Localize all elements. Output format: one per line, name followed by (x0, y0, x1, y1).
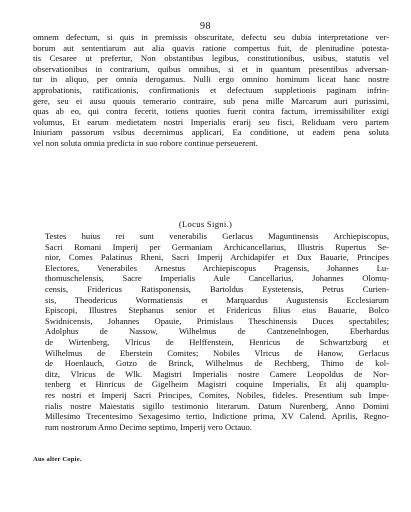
text-line: observationibus in contrarium, quibus omnibus, si et in quantum presentibus adversan- (33, 63, 389, 74)
text-line: borum aut sententiarum aut alia quavis ratione compertus fuit, de plenitudine potesta- (33, 42, 389, 53)
paragraph-witnesses (33, 231, 389, 432)
source-note: Aus alter Copie. (33, 456, 82, 463)
text-line: Wilhelmus de Eberstein Comites; Nobiles Vlricus de Hanow, Gerlacus (45, 347, 389, 358)
text-line: omnem defectum, si quis in premissis obscuritate, defectu seu dubia interpretatione ver- (33, 32, 389, 42)
seal-label: (Locus Signi.) (178, 219, 233, 229)
text-line: tenberg et Hinricus de Gigelheim Magistri coquine Imperialis, Et alij quamplu- (45, 379, 389, 390)
text-line: Episcopi, Illustres Stephanus senior et Fridericus filius eius Bauarie, Bolco (45, 305, 389, 316)
text-line: Iniuriam passorum vsibus decernimus applicari, Ea conditione, ut eadem pena soluta (33, 127, 389, 138)
text-line: gere, seu ei ausu quouis temerario contraire, sub pena mille Marcarum auri purissimi, (33, 95, 389, 106)
text-line: Swidnicensis, Johannes Opauie, Primislaus Theschinensis Duces spectabiles; (45, 315, 389, 326)
text-line: Millesimo Trecentesimo Sexagesimo tertio, Indictione prima, XV Calend. Aprilis, Regno- (45, 411, 389, 422)
text-line: thomuschelensis, Sacre Imperialis Aule Cancellarius, Johannes Olomu- (45, 273, 389, 284)
text-line: volumus, Et earum medietatem nostri Imperialis erarij seu fisci, Reliduam vero partem (33, 116, 389, 127)
text-line: de Hoenlauch, Gotzo de Brinck, Wilhelmus de Rechberg, Thimo de kol- (45, 358, 389, 369)
paragraph-decree (33, 32, 389, 149)
text-line: sis, Theodericus Wormatiensis et Marquardus Augustensis Ecclesiarum (45, 294, 389, 305)
text-line: res nostri et Imperij Sacri Principes, Comites, Nobiles, fideles. Presentium sub Impe- (45, 389, 389, 400)
text-line: rum nostrorum Anno Decimo septimo, Imperij vero Octauo. (45, 421, 252, 432)
text-line: quas ab eo, qui contra fecerit, totiens quoties fuerit contra factum, irremissibiliter exigi (33, 106, 389, 117)
text-line: de Wirtenberg, Vlricus de Helffenstein, Henricus de Schwartzburg et (45, 336, 389, 347)
text-line: tur in aliquo, per omnia derogamus. Nulli ergo omnino hominum liceat hanc nostre (33, 74, 389, 85)
text-line: tis Cesaree ut prefertur, Non obstantibus legibus, constitutionibus, usibus, statutis vel (33, 53, 389, 64)
text-line: Adolphus de Nassow, Wilhelmus de Cantzenelnbogen, Eberhardus (45, 326, 389, 337)
text-line: Testes huius rei sunt venerabilis Gerlacus Maguntinensis Archiepiscopus, (45, 231, 389, 241)
text-line: vel non soluta omnia predicta in suo robore continue perseuerent. (33, 137, 258, 148)
text-line: Electores, Venerabiles Arnestus Archiepiscopus Pragensis, Johannes Lu- (45, 262, 389, 273)
text-line: approbationis, ratificationis, confirmationis et defectuum suppletionis paginam infrin- (33, 84, 389, 95)
page-number: 98 (200, 21, 211, 32)
text-line: rialis nostre Maiestatis sigillo testimonio literarum. Datum Nurenberg, Anno Domini (45, 400, 389, 411)
text-line: censis, Fridericus Ratisponensis, Bartoldus Eystetensis, Petrus Curien- (45, 283, 389, 294)
text-line: Sacri Romani Imperij per Germaniam Archicancellarius, Illustris Rupertus Se- (45, 241, 389, 252)
text-line: ditz, Vlricus de Wlk. Magistri Imperialis nostre Camere Leopoldus de Nor- (45, 368, 389, 379)
text-line: nior, Comes Palatinus Rheni, Sacri Imperij Archidapifer et Dux Bauarie, Principes (45, 252, 389, 263)
